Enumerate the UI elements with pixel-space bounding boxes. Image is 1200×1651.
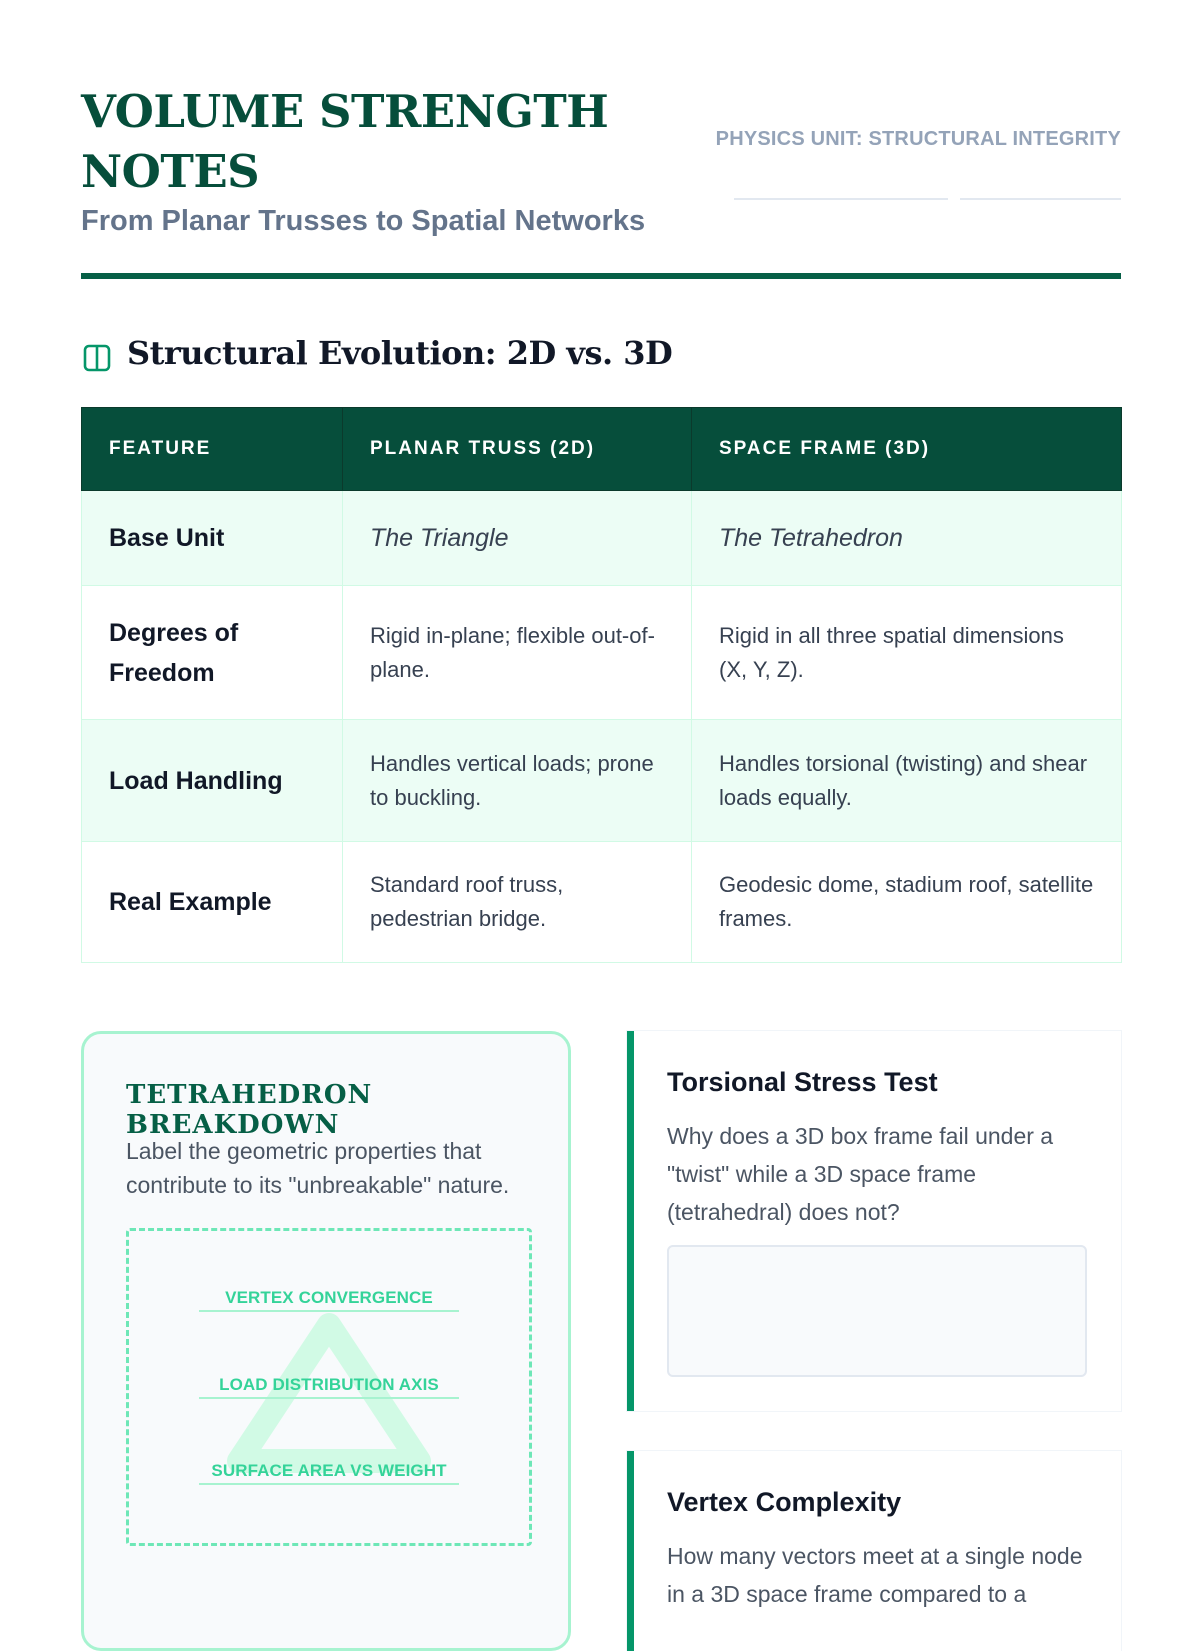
date-field-line[interactable]: [960, 198, 1121, 200]
page-title: VOLUME STRENGTH NOTES: [81, 85, 609, 198]
vertex-convergence-label[interactable]: VERTEX CONVERGENCE: [199, 1288, 459, 1312]
table-row: [82, 491, 1122, 586]
row-planar: Handles vertical loads; prone to buckling.: [343, 720, 692, 842]
load-distribution-axis-label[interactable]: LOAD DISTRIBUTION AXIS: [199, 1375, 459, 1399]
columns-icon: [83, 344, 111, 372]
question-card: [627, 1031, 1121, 1411]
row-planar: Standard roof truss, pedestrian bridge.: [343, 842, 692, 963]
row-space: Handles torsional (twisting) and shear loads equally.: [692, 720, 1122, 842]
question-text: How many vectors meet at a single node in a 3D space frame compared to a: [667, 1543, 1083, 1607]
breakdown-description: Label the geometric properties that contribute to its "unbreakable" nature.: [126, 1138, 510, 1198]
question-text: Why does a 3D box frame fail under a "twist" while a 3D space frame (tetrahedral) does not?: [667, 1123, 1054, 1225]
page-subtitle: From Planar Trusses to Spatial Networks: [81, 205, 646, 237]
tetrahedron-breakdown-card: [81, 1031, 571, 1651]
question-title: Vertex Complexity: [667, 1487, 902, 1517]
name-field-line[interactable]: [734, 198, 948, 200]
unit-label: PHYSICS UNIT: STRUCTURAL INTEGRITY: [715, 128, 1121, 150]
row-space: Rigid in all three spatial dimensions (X, Y, Z).: [692, 586, 1122, 720]
header-planar: PLANAR TRUSS (2D): [343, 408, 692, 491]
tetrahedron-diagram: [126, 1228, 532, 1546]
table-header-row: [82, 408, 1122, 491]
table-row: [82, 720, 1122, 842]
question-card: [627, 1451, 1121, 1651]
row-space: Geodesic dome, stadium roof, satellite frames.: [692, 842, 1122, 963]
worksheet-page: [81, 0, 1121, 1607]
row-feature: Real Example: [82, 842, 343, 963]
section-heading: [81, 330, 1121, 386]
section-title: Structural Evolution: 2D vs. 3D: [127, 334, 673, 372]
row-planar: Rigid in-plane; flexible out-of-plane.: [343, 586, 692, 720]
table-row: [82, 586, 1122, 720]
page-header: [81, 80, 1121, 280]
answer-input[interactable]: [667, 1245, 1087, 1377]
header-space: SPACE FRAME (3D): [692, 408, 1122, 491]
header-feature: FEATURE: [82, 408, 343, 491]
row-planar: The Triangle: [343, 491, 692, 586]
header-divider: [81, 273, 1121, 279]
row-space: The Tetrahedron: [692, 491, 1122, 586]
surface-area-vs-weight-label[interactable]: SURFACE AREA VS WEIGHT: [199, 1461, 459, 1485]
row-feature: Load Handling: [82, 720, 343, 842]
row-feature: Base Unit: [82, 491, 343, 586]
question-title: Torsional Stress Test: [667, 1067, 938, 1097]
comparison-table: [81, 407, 1122, 963]
table-row: [82, 842, 1122, 963]
breakdown-title: TETRAHEDRON BREAKDOWN: [126, 1080, 373, 1140]
row-feature: Degrees of Freedom: [82, 586, 343, 720]
